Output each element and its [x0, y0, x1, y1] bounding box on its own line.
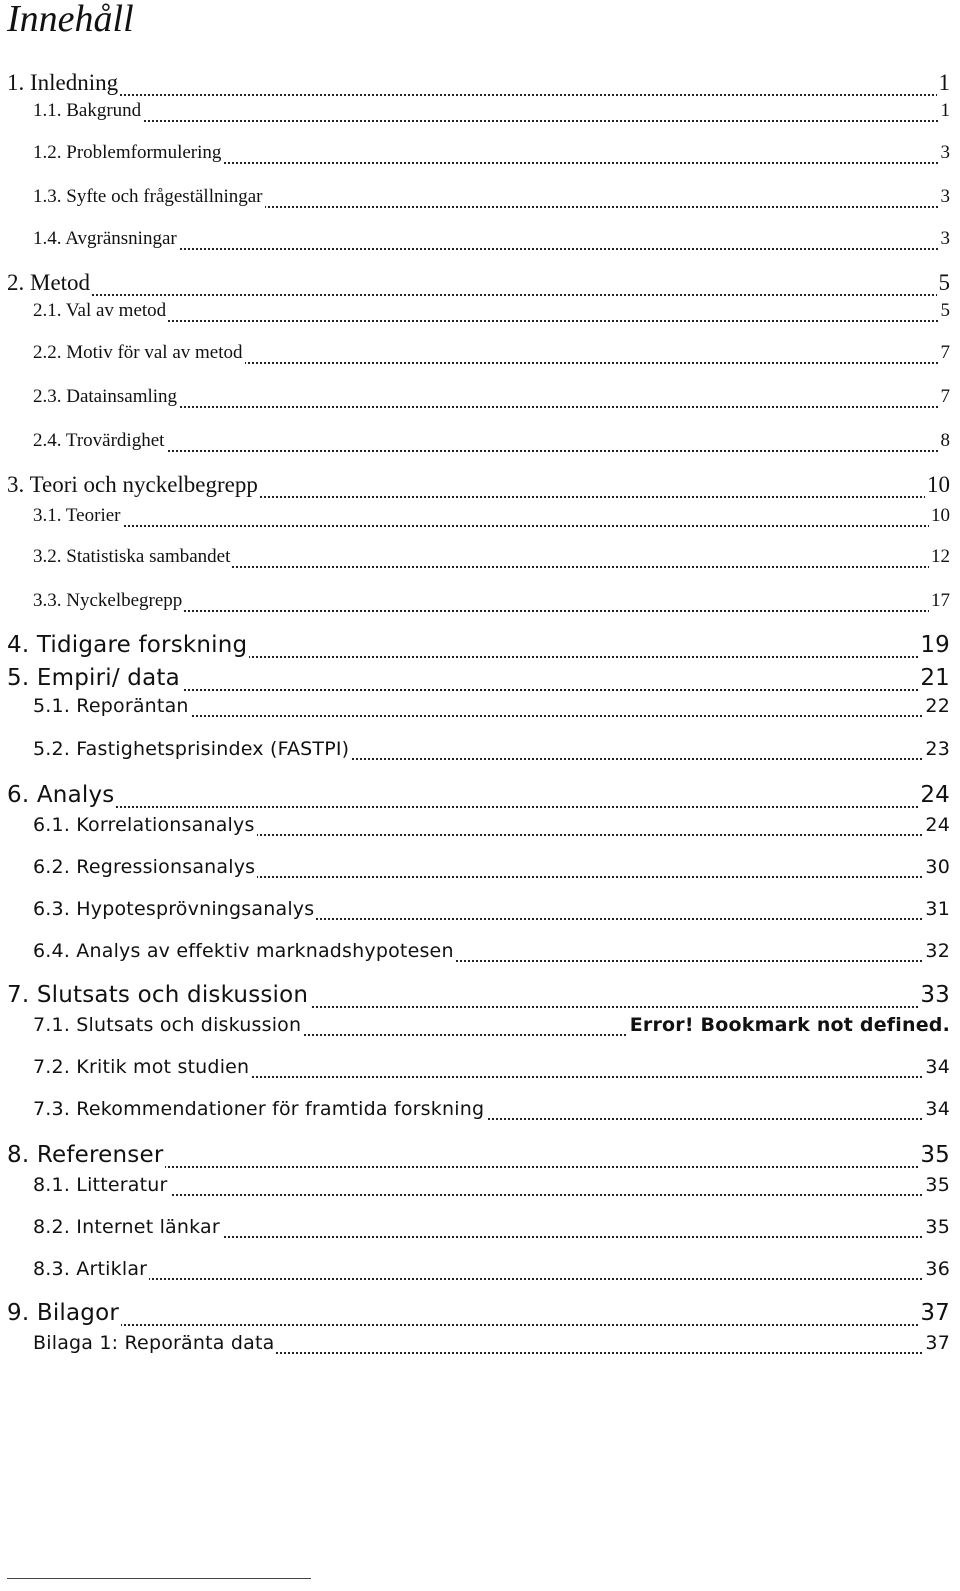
toc-entry-page: 30 — [925, 856, 950, 878]
toc-entry-title: 8.3. Artiklar — [33, 1258, 148, 1280]
dot-leader — [7, 94, 946, 96]
toc-entry-title: 5. Empiri/ data — [7, 665, 180, 691]
toc-entry[interactable] — [0, 782, 960, 812]
toc-entry[interactable] — [0, 856, 960, 886]
toc-entry-title: 3.3. Nyckelbegrepp — [33, 590, 183, 611]
toc-entry[interactable] — [0, 738, 960, 768]
toc-entry-page: 1 — [938, 70, 950, 95]
dot-leader — [33, 320, 946, 322]
toc-entry[interactable] — [0, 505, 960, 535]
toc-entry-title: 5.1. Reporäntan — [33, 695, 189, 717]
toc-entry[interactable] — [0, 982, 960, 1012]
toc-entry[interactable] — [0, 1332, 960, 1362]
toc-entry-page: 7 — [940, 386, 950, 407]
toc-entry-title: 2.1. Val av metod — [33, 300, 167, 321]
toc-entry-title: 1.3. Syfte och frågeställningar — [33, 186, 263, 207]
toc-entry[interactable] — [0, 1258, 960, 1288]
dot-leader — [33, 120, 946, 122]
toc-entry-page: 3 — [940, 186, 950, 207]
toc-entry-page: 23 — [925, 738, 950, 760]
toc-entry-page: 35 — [925, 1216, 950, 1238]
toc-entry-title: 4. Tidigare forskning — [7, 632, 248, 658]
toc-entry[interactable] — [0, 695, 960, 725]
toc-entry-title: 6.2. Regressionsanalys — [33, 856, 256, 878]
toc-entry[interactable] — [0, 472, 960, 502]
toc-entry-title: 3. Teori och nyckelbegrepp — [7, 472, 258, 497]
toc-entry-page: 3 — [940, 228, 950, 249]
toc-entry-page: 37 — [920, 1300, 950, 1326]
toc-entry[interactable] — [0, 665, 960, 695]
dot-leader — [33, 1278, 946, 1280]
toc-entry-title: 7. Slutsats och diskussion — [7, 982, 309, 1008]
toc-entry-page: 5 — [938, 270, 950, 295]
toc-entry-title: 1. Inledning — [7, 70, 119, 95]
toc-entry[interactable] — [0, 386, 960, 416]
toc-entry-title: 1.1. Bakgrund — [33, 100, 142, 121]
toc-entry-title: 6.4. Analys av effektiv marknadshypotesen — [33, 940, 454, 962]
toc-entry[interactable] — [0, 1216, 960, 1246]
toc-entry-title: 8. Referenser — [7, 1142, 164, 1168]
toc-entry[interactable] — [0, 814, 960, 844]
toc-entry-page: 8 — [940, 430, 950, 451]
toc-entry-page: 10 — [931, 505, 950, 526]
toc-entry-title: 6. Analys — [7, 782, 115, 808]
toc-entry[interactable] — [0, 228, 960, 258]
toc-entry-page: 3 — [940, 142, 950, 163]
toc-entry[interactable] — [0, 632, 960, 662]
toc-entry[interactable] — [0, 590, 960, 620]
toc-entry-page: 22 — [925, 695, 950, 717]
toc-entry-title: 2.4. Trovärdighet — [33, 430, 165, 451]
toc-entry-page: 36 — [925, 1258, 950, 1280]
toc-entry-title: 8.2. Internet länkar — [33, 1216, 220, 1238]
toc-entry-title: 7.2. Kritik mot studien — [33, 1056, 250, 1078]
dot-leader — [33, 525, 946, 527]
toc-entry[interactable] — [0, 186, 960, 216]
toc-entry[interactable] — [0, 1056, 960, 1086]
dot-leader — [7, 1324, 946, 1326]
toc-entry[interactable] — [0, 1014, 960, 1044]
toc-entry-title: 7.1. Slutsats och diskussion — [33, 1014, 302, 1036]
toc-entry-title: Bilaga 1: Reporänta data — [33, 1332, 275, 1354]
toc-entry-page: 37 — [925, 1332, 950, 1354]
toc-entry[interactable] — [0, 300, 960, 330]
footnote-divider — [7, 1578, 311, 1579]
toc-entry-title: 2.3. Datainsamling — [33, 386, 178, 407]
toc-entry-title: 2.2. Motiv för val av metod — [33, 342, 243, 363]
toc-heading: Innehåll — [7, 0, 134, 40]
toc-entry-title: 8.1. Litteratur — [33, 1174, 168, 1196]
dot-leader — [7, 806, 946, 808]
toc-entry[interactable] — [0, 270, 960, 300]
toc-entry-title: 6.3. Hypotesprövningsanalys — [33, 898, 315, 920]
toc-entry-page: 24 — [925, 814, 950, 836]
toc-entry-page: 34 — [925, 1056, 950, 1078]
toc-entry[interactable] — [0, 898, 960, 928]
dot-leader — [33, 1194, 946, 1196]
toc-entry-page: 21 — [920, 665, 950, 691]
toc-entry-error: Error! Bookmark not defined. — [629, 1014, 950, 1036]
dot-leader — [33, 450, 946, 452]
toc-entry-page: 19 — [920, 632, 950, 658]
toc-entry[interactable] — [0, 1142, 960, 1172]
toc-entry[interactable] — [0, 1300, 960, 1330]
toc-entry[interactable] — [0, 142, 960, 172]
toc-entry-title: 2. Metod — [7, 270, 91, 295]
toc-entry-page: 33 — [920, 982, 950, 1008]
toc-entry[interactable] — [0, 940, 960, 970]
toc-entry[interactable] — [0, 546, 960, 576]
dot-leader — [7, 294, 946, 296]
toc-entry-page: 10 — [927, 472, 950, 497]
toc-entry-title: 3.1. Teorier — [33, 505, 121, 526]
toc-entry[interactable] — [0, 100, 960, 130]
toc-entry-page: 31 — [925, 898, 950, 920]
toc-entry-title: 5.2. Fastighetsprisindex (FASTPI) — [33, 738, 350, 760]
toc-entry[interactable] — [0, 70, 960, 100]
toc-entry-page: 34 — [925, 1098, 950, 1120]
toc-entry-page: 5 — [940, 300, 950, 321]
toc-entry-page: 1 — [940, 100, 950, 121]
toc-entry[interactable] — [0, 342, 960, 372]
toc-entry-title: 7.3. Rekommendationer för framtida forskning — [33, 1098, 485, 1120]
toc-entry-title: 1.4. Avgränsningar — [33, 228, 177, 249]
toc-entry-page: 17 — [931, 590, 950, 611]
toc-entry-page: 12 — [931, 546, 950, 567]
toc-entry[interactable] — [0, 430, 960, 460]
toc-entry-title: 1.2. Problemformulering — [33, 142, 222, 163]
toc-entry[interactable] — [0, 1174, 960, 1204]
toc-entry-page: 24 — [920, 782, 950, 808]
toc-entry-page: 7 — [940, 342, 950, 363]
toc-entry-title: 6.1. Korrelationsanalys — [33, 814, 255, 836]
toc-entry-title: 3.2. Statistiska sambandet — [33, 546, 231, 567]
toc-entry-page: 35 — [925, 1174, 950, 1196]
toc-entry[interactable] — [0, 1098, 960, 1128]
toc-entry-page: 32 — [925, 940, 950, 962]
toc-entry-title: 9. Bilagor — [7, 1300, 120, 1326]
toc-entry-page: 35 — [920, 1142, 950, 1168]
